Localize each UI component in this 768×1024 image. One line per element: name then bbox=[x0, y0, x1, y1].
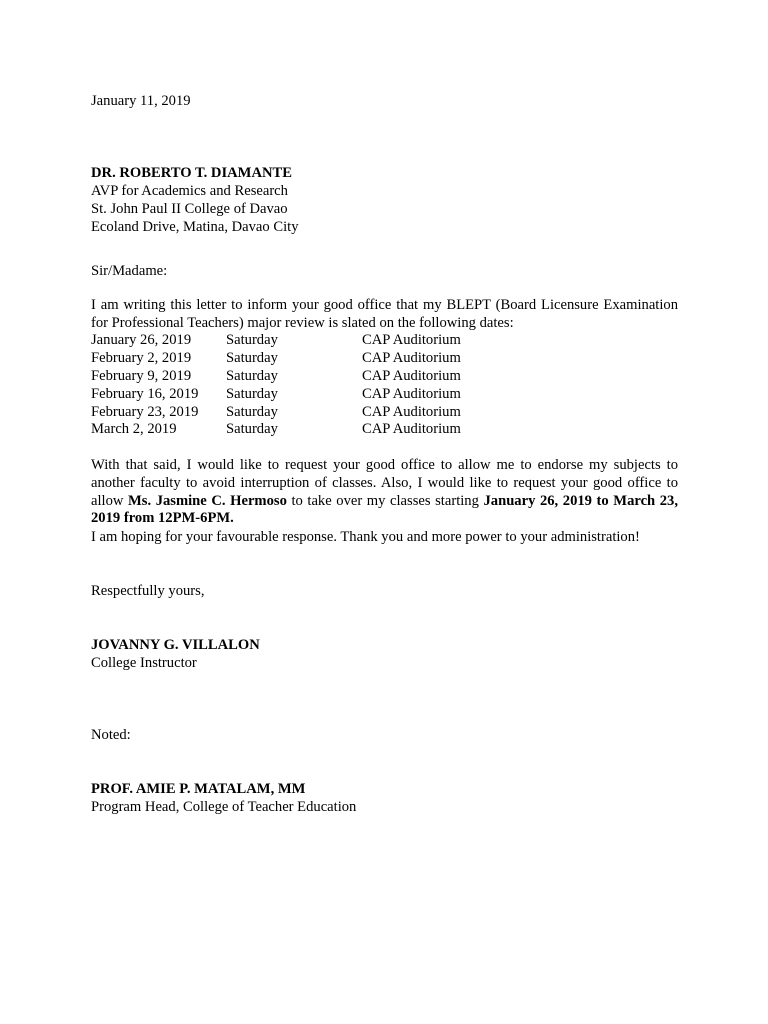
request-text-part1: With that said, I would like to request your good office to allow me to endorse my subjects to another faculty to avoid interruption of classes. Also, I would like to request your good office to allow bbox=[91, 457, 678, 509]
schedule-venue: CAP Auditorium bbox=[362, 368, 461, 384]
noter-name: PROF. AMIE P. MATALAM, MM bbox=[91, 781, 306, 797]
schedule-date: February 16, 2019 bbox=[91, 385, 199, 402]
schedule-venue: CAP Auditorium bbox=[362, 332, 461, 349]
table-row bbox=[91, 332, 461, 350]
letter-page bbox=[91, 92, 678, 816]
table-row bbox=[91, 350, 461, 368]
recipient-address: Ecoland Drive, Matina, Davao City bbox=[91, 219, 299, 235]
salutation: Sir/Madame: bbox=[91, 263, 168, 279]
sender-name: JOVANNY G. VILLALON bbox=[91, 637, 260, 653]
schedule-venue: CAP Auditorium bbox=[362, 421, 461, 438]
sender-title: College Instructor bbox=[91, 655, 197, 671]
substitute-name: Ms. Jasmine C. Hermoso bbox=[128, 492, 287, 509]
schedule-day: Saturday bbox=[226, 350, 278, 367]
schedule-day: Saturday bbox=[226, 403, 278, 420]
noted-label: Noted: bbox=[91, 727, 131, 743]
recipient-block bbox=[91, 164, 678, 236]
request-text-part2: to take over my classes starting bbox=[286, 492, 484, 509]
table-row bbox=[91, 386, 461, 404]
table-row bbox=[91, 368, 461, 386]
schedule-day: Saturday bbox=[226, 368, 278, 384]
letter-date: January 11, 2019 bbox=[91, 93, 191, 109]
schedule-venue: CAP Auditorium bbox=[362, 385, 461, 402]
schedule-day: Saturday bbox=[226, 332, 278, 349]
intro-paragraph: I am writing this letter to inform your good office that my BLEPT (Board Licensure Examination for Professional Teachers) major review is slated on the following dates: bbox=[91, 297, 678, 331]
table-row bbox=[91, 404, 461, 422]
table-row bbox=[91, 421, 461, 439]
schedule-date: February 9, 2019 bbox=[91, 368, 192, 384]
schedule-date: January 26, 2019 bbox=[91, 332, 192, 349]
schedule-venue: CAP Auditorium bbox=[362, 403, 461, 420]
schedule-day: Saturday bbox=[226, 385, 278, 402]
recipient-name: DR. ROBERTO T. DIAMANTE bbox=[91, 165, 292, 181]
recipient-title: AVP for Academics and Research bbox=[91, 183, 288, 199]
request-period: January 26, 2019 to March 23, 2019 from 12PM-6PM. bbox=[91, 492, 678, 527]
closing-paragraph: I am hoping for your favourable response. Thank you and more power to your administration! bbox=[91, 529, 640, 545]
schedule-table bbox=[91, 332, 461, 439]
schedule-date: February 23, 2019 bbox=[91, 403, 199, 420]
schedule-day: Saturday bbox=[226, 421, 278, 438]
schedule-date: March 2, 2019 bbox=[91, 421, 177, 438]
noter-title: Program Head, College of Teacher Education bbox=[91, 799, 357, 815]
noter-block bbox=[91, 780, 678, 816]
complimentary-close: Respectfully yours, bbox=[91, 583, 205, 599]
schedule-date: February 2, 2019 bbox=[91, 350, 192, 367]
recipient-institution: St. John Paul II College of Davao bbox=[91, 201, 288, 217]
request-paragraph bbox=[91, 457, 678, 528]
sender-block bbox=[91, 636, 678, 672]
schedule-venue: CAP Auditorium bbox=[362, 350, 461, 367]
